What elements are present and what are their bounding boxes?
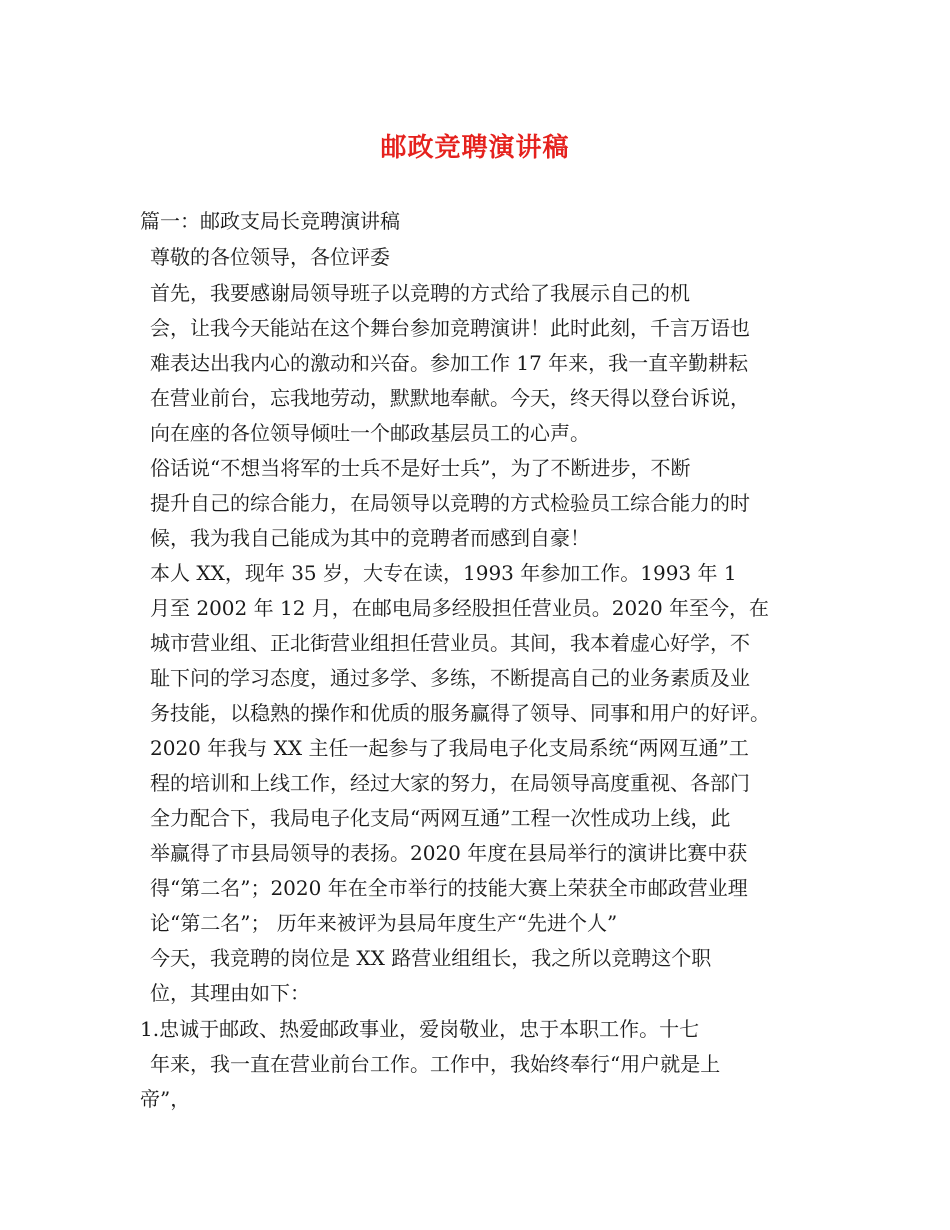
text-line: 提升自己的综合能力，在局领导以竞聘的方式检验员工综合能力的时 bbox=[150, 491, 750, 515]
text-line: 论“第二名”； 历年来被评为县局年度生产“先进个人” bbox=[150, 911, 618, 935]
text-line: 全力配合下，我局电子化支局“两网互通”工程一次性成功上线，此 bbox=[150, 806, 731, 830]
text-line: 今天，我竞聘的岗位是 XX 路营业组组长，我之所以竞聘这个职 bbox=[150, 946, 712, 970]
text-line: 举赢得了市县局领导的表扬。2020 年度在县局举行的演讲比赛中获 bbox=[150, 841, 748, 865]
text-line: 月至 2002 年 12 月，在邮电局多经股担任营业员。2020 年至今，在 bbox=[150, 596, 770, 620]
text-line: 城市营业组、正北街营业组担任营业员。其间，我本着虚心好学，不 bbox=[150, 631, 750, 655]
text-line: 年来，我一直在营业前台工作。工作中，我始终奉行“用户就是上 bbox=[150, 1052, 721, 1076]
text-line: 帝”， bbox=[140, 1087, 191, 1111]
text-line: 位，其理由如下： bbox=[150, 981, 310, 1005]
text-line: 本人 XX，现年 35 岁，大专在读，1993 年参加工作。1993 年 1 bbox=[150, 561, 737, 585]
text-line: 1.忠诚于邮政、热爱邮政事业，爱岗敬业，忠于本职工作。十七 bbox=[140, 1017, 700, 1041]
text-line: 耻下问的学习态度，通过多学、多练，不断提高自己的业务素质及业 bbox=[150, 666, 750, 690]
text-line: 尊敬的各位领导，各位评委 bbox=[150, 245, 390, 269]
text-line: 候，我为我自己能成为其中的竞聘者而感到自豪！ bbox=[150, 526, 590, 550]
text-line: 得“第二名”；2020 年在全市举行的技能大赛上荣获全市邮政营业理 bbox=[150, 876, 748, 900]
text-line: 程的培训和上线工作，经过大家的努力，在局领导高度重视、各部门 bbox=[150, 771, 750, 795]
text-line: 难表达出我内心的激动和兴奋。参加工作 17 年来，我一直辛勤耕耘 bbox=[150, 351, 749, 375]
text-line: 向在座的各位领导倾吐一个邮政基层员工的心声。 bbox=[150, 421, 590, 445]
text-line: 2020 年我与 XX 主任一起参与了我局电子化支局系统“两网互通”工 bbox=[150, 736, 749, 760]
text-line: 务技能，以稳熟的操作和优质的服务赢得了领导、同事和用户的好评。 bbox=[150, 701, 770, 725]
text-line: 在营业前台，忘我地劳动，默默地奉献。今天，终天得以登台诉说， bbox=[150, 386, 750, 410]
text-line: 首先，我要感谢局领导班子以竞聘的方式给了我展示自己的机 bbox=[150, 281, 690, 305]
text-line: 会，让我今天能站在这个舞台参加竞聘演讲！此时此刻，千言万语也 bbox=[150, 316, 750, 340]
text-line: 俗话说“不想当将军的士兵不是好士兵”，为了不断进步，不断 bbox=[150, 456, 691, 480]
document-title: 邮政竞聘演讲稿 bbox=[380, 133, 570, 163]
text-line: 篇一：邮政支局长竞聘演讲稿 bbox=[140, 209, 400, 233]
